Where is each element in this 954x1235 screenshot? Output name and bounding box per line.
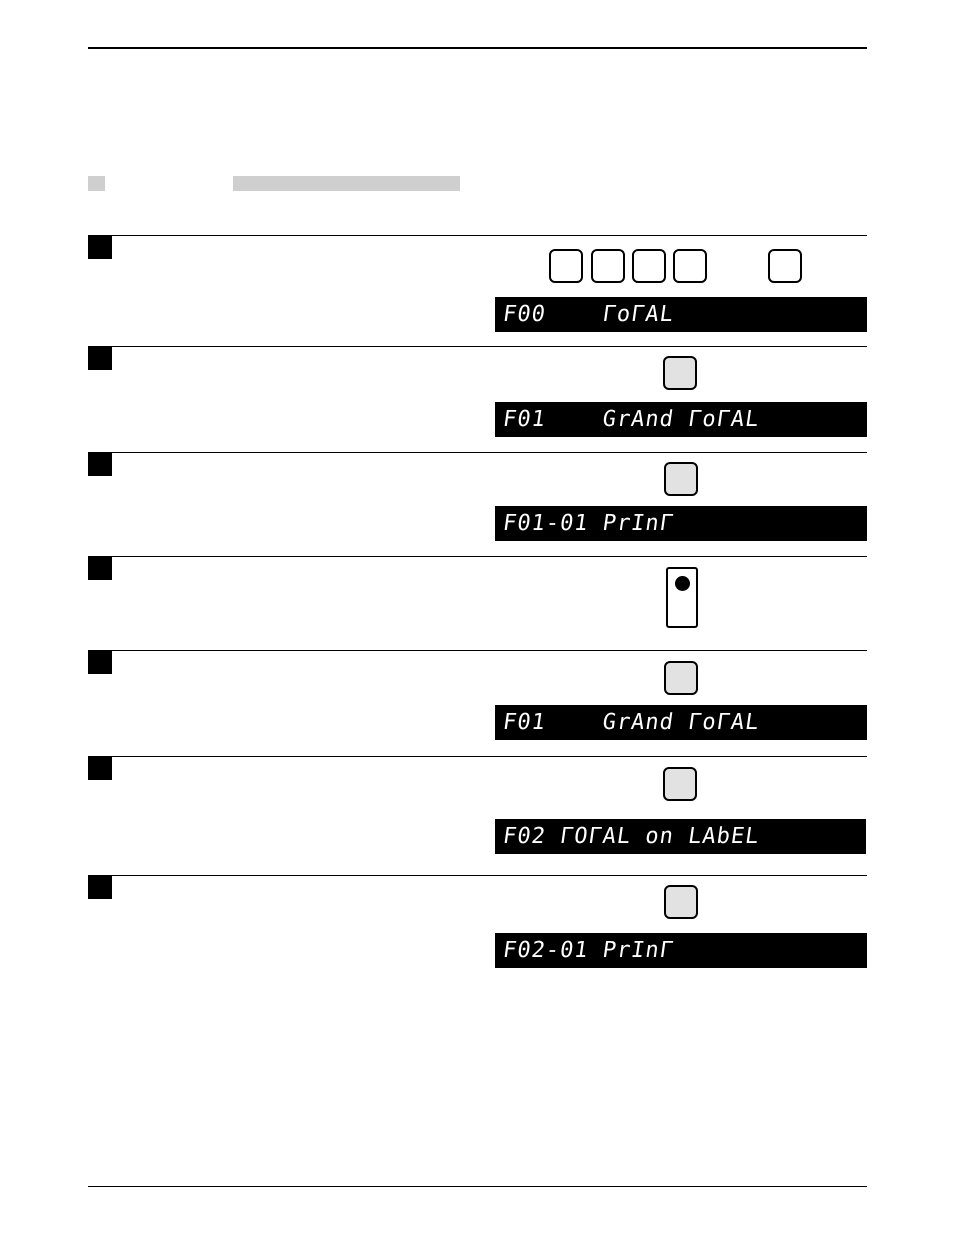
key-button[interactable]	[664, 661, 698, 695]
display-step-5	[495, 705, 867, 740]
display-text: F01 GrAnd ΓoΓAL	[501, 710, 762, 735]
key-enter[interactable]	[768, 249, 802, 283]
step-divider	[88, 756, 867, 757]
key-1[interactable]	[549, 249, 583, 283]
header-rule	[88, 47, 867, 49]
step-marker-icon	[88, 651, 112, 674]
display-text: F01-01 PrInΓ	[501, 511, 676, 536]
display-step-6	[495, 819, 866, 854]
toggle-key[interactable]	[666, 567, 698, 628]
key-3[interactable]	[632, 249, 666, 283]
step-marker-icon	[88, 757, 112, 780]
step-marker-icon	[88, 557, 112, 580]
key-button[interactable]	[663, 356, 697, 390]
display-text: F02 ΓOΓAL on LAbEL	[501, 824, 762, 849]
step-marker-icon	[88, 236, 112, 259]
display-text: F02-01 PrInΓ	[501, 938, 676, 963]
step-divider	[88, 650, 867, 651]
key-2[interactable]	[591, 249, 625, 283]
display-step-7	[495, 933, 867, 968]
section-heading-bar	[233, 176, 460, 191]
footer-rule	[88, 1186, 867, 1187]
display-text: F01 GrAnd ΓoΓAL	[501, 407, 762, 432]
step-divider	[88, 875, 867, 876]
display-step-1	[495, 297, 867, 332]
key-button[interactable]	[664, 462, 698, 496]
step-divider	[88, 556, 867, 557]
step-marker-icon	[88, 876, 112, 899]
step-divider	[88, 346, 867, 347]
step-divider	[88, 235, 867, 236]
key-4[interactable]	[673, 249, 707, 283]
step-divider	[88, 452, 867, 453]
display-text: F00 ΓoΓAL	[501, 302, 676, 327]
step-marker-icon	[88, 347, 112, 370]
display-step-2	[495, 402, 867, 437]
key-button[interactable]	[663, 767, 697, 801]
key-button[interactable]	[664, 885, 698, 919]
step-marker-icon	[88, 453, 112, 476]
display-step-3	[495, 506, 867, 541]
section-marker	[88, 176, 105, 191]
dot-icon	[675, 576, 690, 591]
